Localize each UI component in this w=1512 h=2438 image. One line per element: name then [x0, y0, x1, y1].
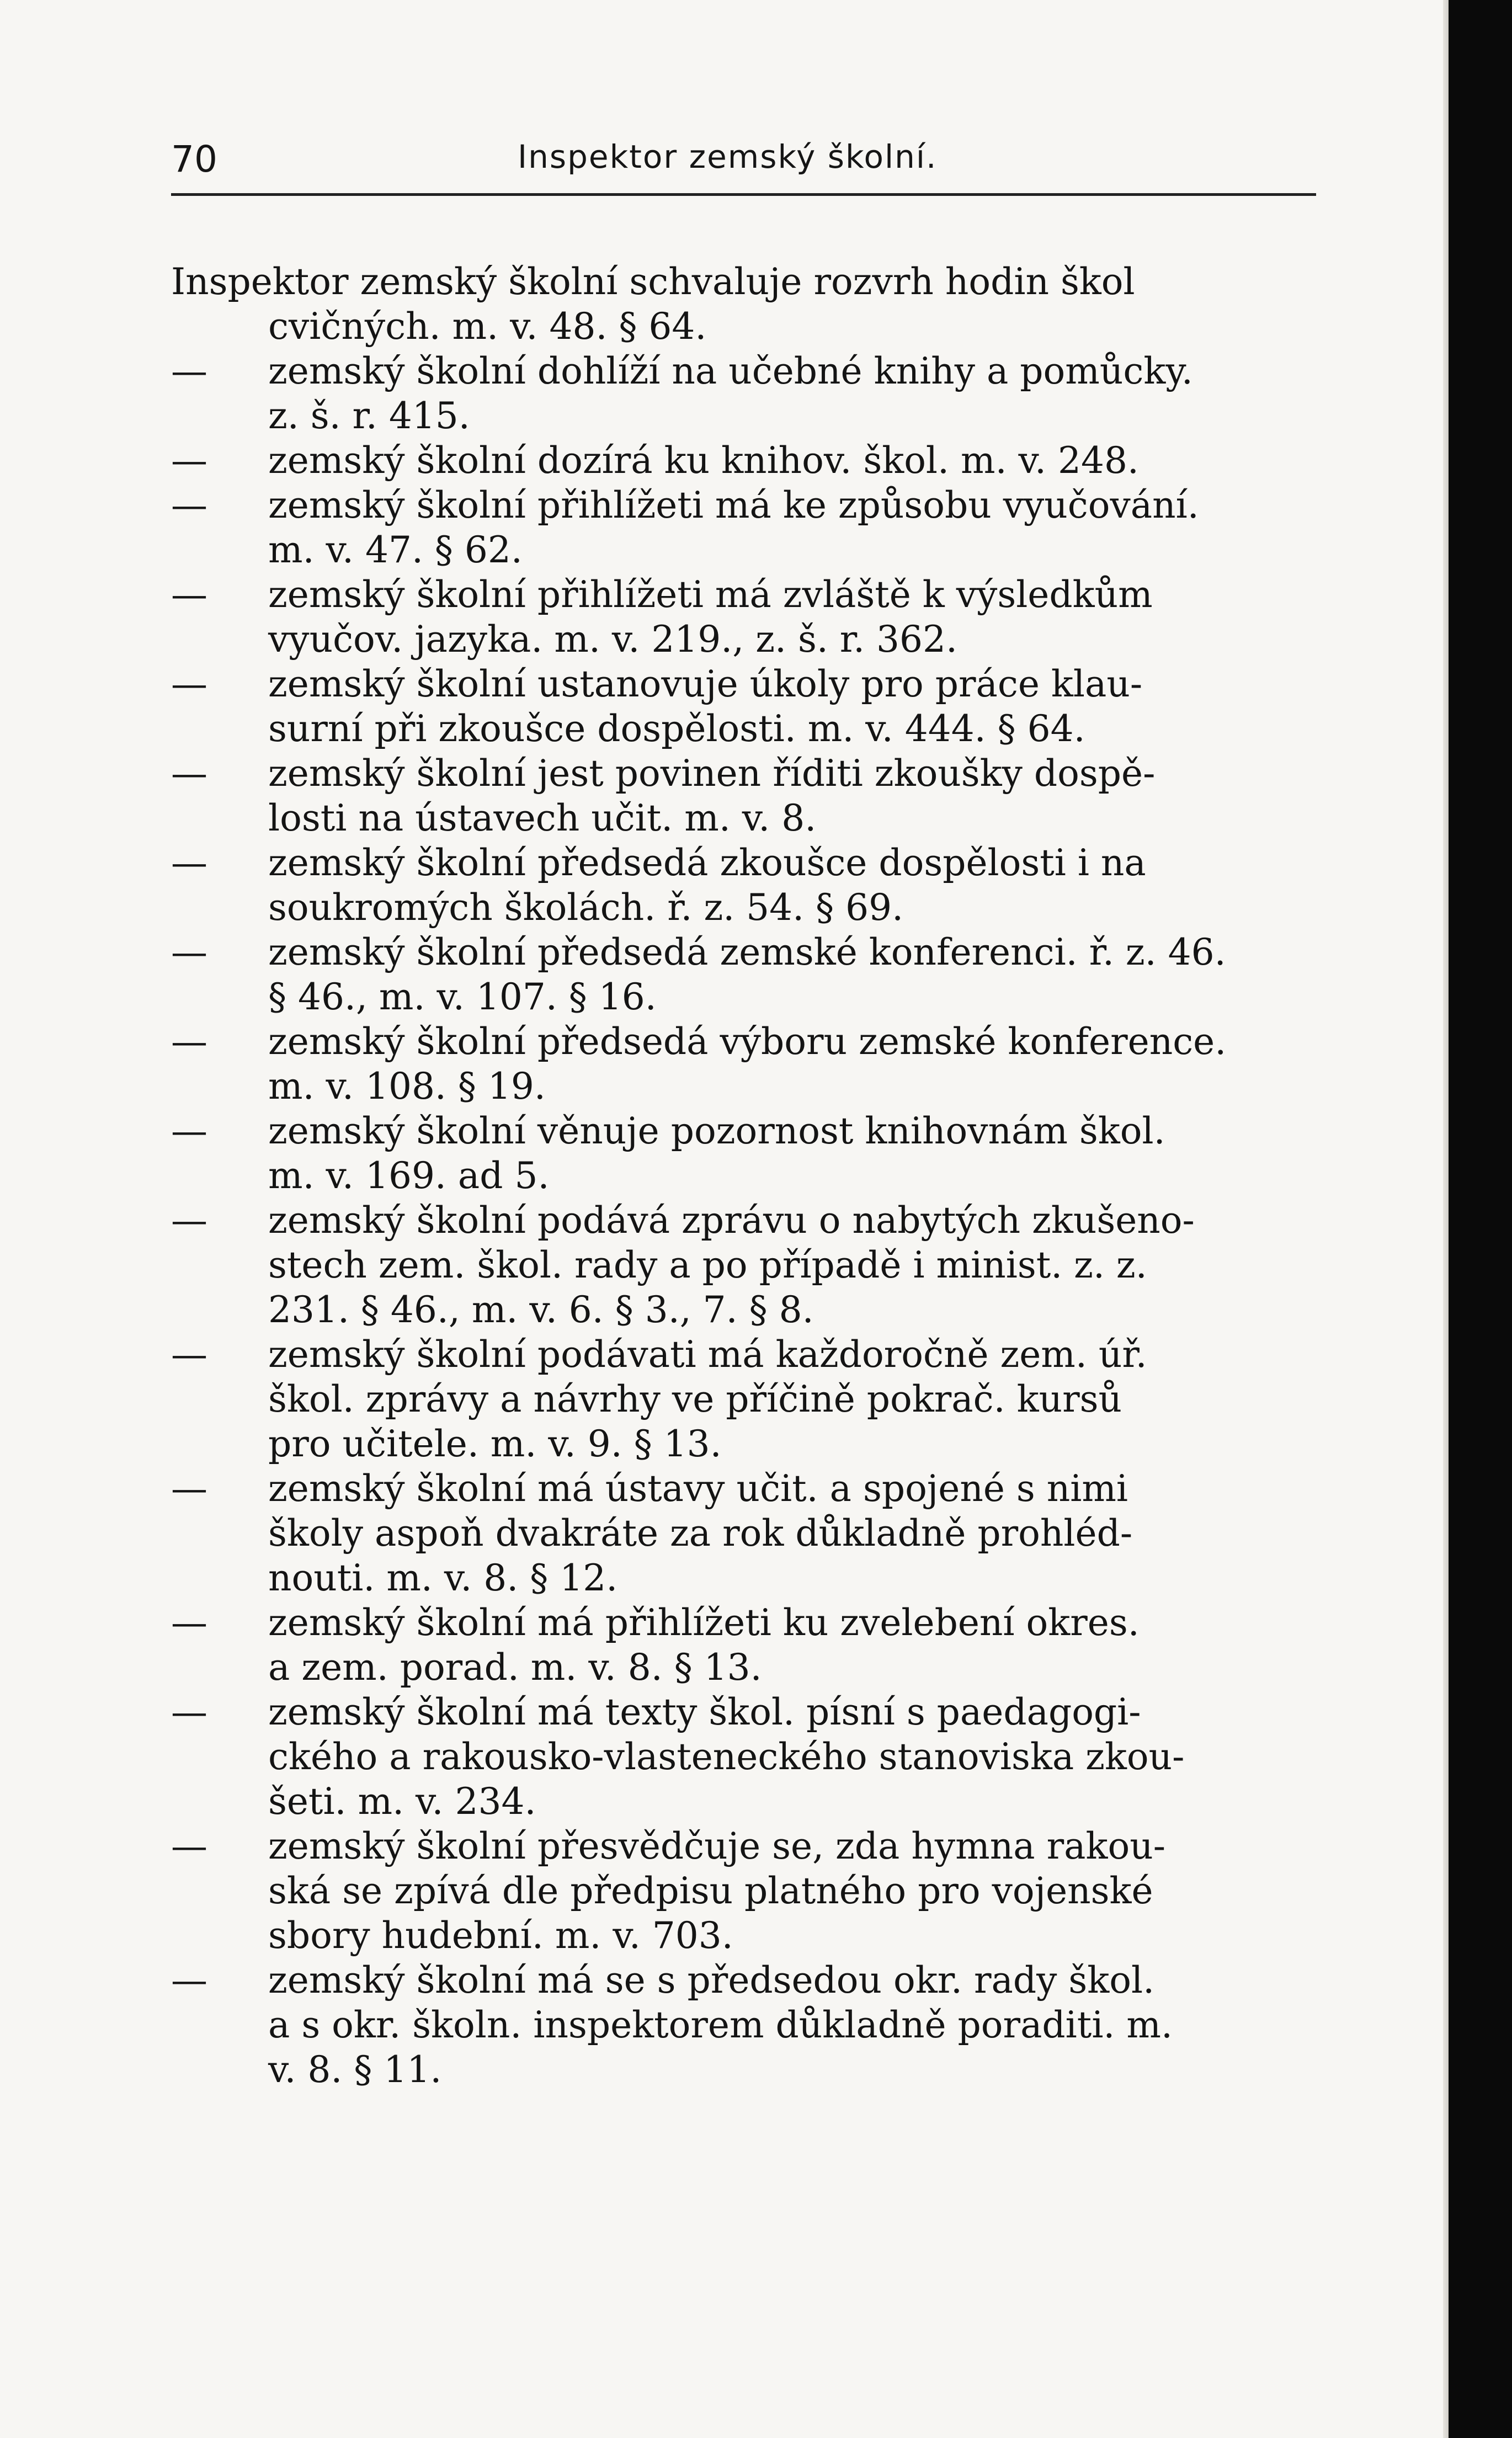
index-entry [171, 1109, 1357, 1198]
entry-text: zemský školní ustanovuje úkoly pro práce klau- [268, 663, 1143, 705]
index-entry [171, 1019, 1357, 1109]
entry-line [171, 483, 1357, 528]
entry-text: zemský školní má se s předsedou okr. rady škol. [268, 1959, 1155, 2001]
index-entry [171, 751, 1357, 840]
index-entry [171, 1332, 1357, 1466]
entry-text: zemský školní přihlížeti má ke způsobu vyučování. [268, 484, 1199, 526]
entry-line [171, 572, 1357, 617]
entry-continuation-line: nouti. m. v. 8. § 12. [268, 1557, 618, 1599]
index-entry [171, 349, 1357, 438]
dash-mark: — [171, 752, 207, 795]
index-entry [171, 930, 1357, 1019]
index-entry [171, 840, 1357, 930]
dash-mark: — [171, 1333, 207, 1376]
entry-continuation-line: ckého a rakousko-vlasteneckého stanoviska zkou- [268, 1736, 1185, 1778]
entry-line [171, 1600, 1357, 1645]
entry-text: zemský školní přesvědčuje se, zda hymna rakou- [268, 1825, 1166, 1867]
dash-mark: — [171, 1601, 207, 1644]
entry-line [171, 438, 1357, 483]
dash-mark: — [171, 1110, 207, 1152]
index-entry [171, 259, 1357, 349]
running-title: Inspektor zemský školní. [518, 138, 938, 175]
entry-line [171, 930, 1357, 975]
entry-line [171, 1109, 1357, 1153]
dash-mark: — [171, 931, 207, 973]
entry-line [171, 751, 1357, 796]
dash-mark: — [171, 1825, 207, 1867]
entry-text: zemský školní přihlížeti má zvláště k výsledkům [268, 573, 1153, 616]
index-entry [171, 1466, 1357, 1600]
entry-text: zemský školní předsedá zkoušce dospělosti i na [268, 842, 1146, 884]
entry-continuation-line: sbory hudební. m. v. 703. [268, 1914, 733, 1957]
index-entry [171, 1824, 1357, 1958]
entry-line [171, 1332, 1357, 1377]
page-header [171, 138, 1316, 188]
entry-continuation-line: surní při zkoušce dospělosti. m. v. 444. § 64. [268, 707, 1085, 750]
entry-line [171, 840, 1357, 885]
entry-line: Inspektor zemský školní schvaluje rozvrh hodin škol [171, 260, 1135, 303]
dash-mark: — [171, 573, 207, 616]
entry-text: zemský školní podává zprávu o nabytých zkušeno- [268, 1199, 1195, 1242]
entry-continuation-line: šeti. m. v. 234. [268, 1780, 536, 1823]
header-rule [171, 193, 1316, 196]
dash-mark: — [171, 350, 207, 392]
entry-line [171, 1019, 1357, 1064]
dash-mark: — [171, 484, 207, 526]
entry-continuation-line: stech zem. škol. rady a po případě i minist. z. z. [268, 1244, 1147, 1286]
entry-continuation-line: losti na ústavech učit. m. v. 8. [268, 797, 817, 839]
entry-continuation-line: § 46., m. v. 107. § 16. [268, 976, 657, 1018]
page-number: 70 [171, 138, 217, 180]
dash-mark: — [171, 1020, 207, 1063]
entry-line [171, 1198, 1357, 1243]
entry-continuation-line: z. š. r. 415. [268, 395, 470, 437]
entry-continuation-line: a zem. porad. m. v. 8. § 13. [268, 1646, 762, 1689]
entry-continuation-line: m. v. 108. § 19. [268, 1065, 546, 1108]
entry-text: zemský školní předsedá výboru zemské konference. [268, 1020, 1227, 1063]
dash-mark: — [171, 842, 207, 884]
entry-continuation-line: 231. § 46., m. v. 6. § 3., 7. § 8. [268, 1289, 814, 1331]
dash-mark: — [171, 663, 207, 705]
index-entry [171, 1198, 1357, 1332]
index-entries [171, 259, 1357, 2092]
index-entry [171, 1958, 1357, 2092]
entry-continuation-line: m. v. 169. ad 5. [268, 1154, 550, 1197]
index-entry [171, 1600, 1357, 1690]
entry-line [171, 1466, 1357, 1511]
entry-text: zemský školní předsedá zemské konferenci. ř. z. 46. [268, 931, 1226, 973]
entry-continuation-line: vyučov. jazyka. m. v. 219., z. š. r. 362. [268, 618, 958, 661]
entry-line [171, 1690, 1357, 1734]
entry-text: zemský školní dozírá ku knihov. škol. m. v. 248. [268, 439, 1139, 482]
entry-line [171, 1824, 1357, 1869]
entry-continuation-line: m. v. 47. § 62. [268, 529, 523, 571]
entry-line [171, 1958, 1357, 2003]
entry-continuation-line: školy aspoň dvakráte za rok důkladně prohléd- [268, 1512, 1133, 1555]
scan-edge [1449, 0, 1512, 2438]
dash-mark: — [171, 439, 207, 482]
entry-text: zemský školní dohlíží na učebné knihy a pomůcky. [268, 350, 1193, 392]
entry-text: zemský školní věnuje pozornost knihovnám škol. [268, 1110, 1165, 1152]
entry-text: zemský školní má texty škol. písní s paedagogi- [268, 1691, 1141, 1733]
index-entry [171, 483, 1357, 572]
dash-mark: — [171, 1959, 207, 2001]
entry-continuation-line: ská se zpívá dle předpisu platného pro vojenské [268, 1870, 1153, 1912]
dash-mark: — [171, 1467, 207, 1510]
entry-line [171, 662, 1357, 706]
entry-continuation-line: cvičných. m. v. 48. § 64. [268, 305, 707, 348]
entry-text: zemský školní má přihlížeti ku zvelebení okres. [268, 1601, 1140, 1644]
entry-text: zemský školní podávati má každoročně zem. úř. [268, 1333, 1147, 1376]
entry-continuation-line: soukromých školách. ř. z. 54. § 69. [268, 886, 904, 929]
entry-continuation-line: pro učitele. m. v. 9. § 13. [268, 1423, 722, 1465]
index-entry [171, 438, 1357, 483]
index-entry [171, 572, 1357, 662]
entry-line [171, 349, 1357, 393]
dash-mark: — [171, 1199, 207, 1242]
index-entry [171, 662, 1357, 751]
entry-continuation-line: v. 8. § 11. [268, 2048, 442, 2091]
entry-continuation-line: škol. zprávy a návrhy ve příčině pokrač. kursů [268, 1378, 1122, 1420]
index-entry [171, 1690, 1357, 1824]
entry-continuation-line: a s okr. školn. inspektorem důkladně poraditi. m. [268, 2004, 1173, 2046]
entry-text: zemský školní má ústavy učit. a spojené s nimi [268, 1467, 1128, 1510]
dash-mark: — [171, 1691, 207, 1733]
entry-text: zemský školní jest povinen říditi zkoušky dospě- [268, 752, 1156, 795]
